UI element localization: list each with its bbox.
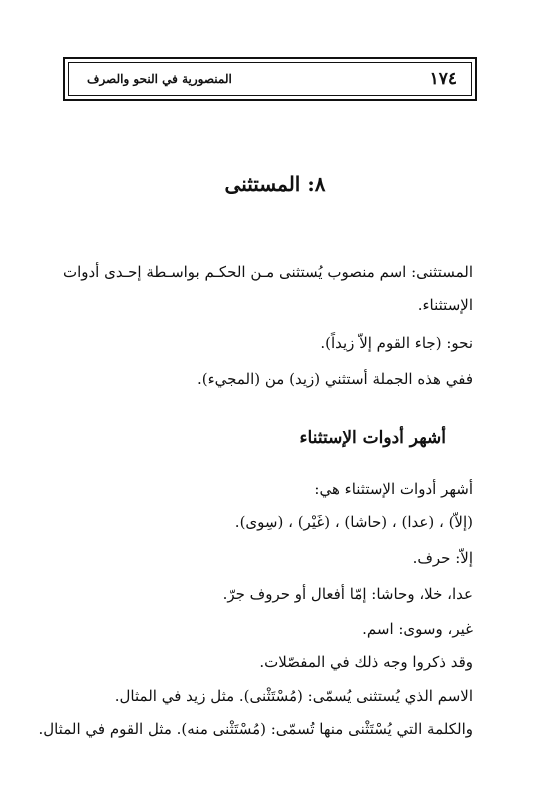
- note-line: غير، وسوى: اسم.: [362, 620, 473, 638]
- page-number: ١٧٤: [429, 69, 457, 89]
- explanation-line: ففي هذه الجملة أستثني (زيد) من (المجيء).: [197, 370, 473, 388]
- definition-line-2: الإستثناء.: [417, 296, 473, 314]
- section-title: ٨: المستثنى: [224, 172, 326, 196]
- tools-subheading: أشهر أدوات الإستثناء: [299, 428, 446, 448]
- note-line: الاسم الذي يُستثنى يُسمّى: (مُسْتَثْنى). مثل زيد في المثال.: [114, 687, 473, 705]
- tools-list: (إلاّ) ، (عدا) ، (حاشا) ، (غَيْر) ، (سِوى).: [234, 513, 473, 531]
- example-line: نحو: (جاء القوم إلاّ زيداً).: [320, 334, 473, 352]
- definition-line-1: المستثنى: اسم منصوب يُستثنى مـن الحكـم بواسـطة إحـدى أدوات: [62, 263, 473, 281]
- note-line: عدا، خلا، وحاشا: إمّا أفعال أو حروف جرّ.: [222, 585, 473, 603]
- note-line: والكلمة التي يُسْتَثْنى منها تُسمّى: (مُسْتَثْنى منه). مثل القوم في المثال.: [38, 720, 473, 738]
- note-line: وقد ذكروا وجه ذلك في المفصّلات.: [259, 653, 473, 671]
- header-content: [87, 69, 457, 89]
- running-title: المنصورية في النحو والصرف: [87, 72, 232, 86]
- page-header: [63, 57, 477, 101]
- tools-intro: أشهر أدوات الإستثناء هي:: [314, 480, 473, 498]
- note-line: إلاّ: حرف.: [412, 549, 473, 567]
